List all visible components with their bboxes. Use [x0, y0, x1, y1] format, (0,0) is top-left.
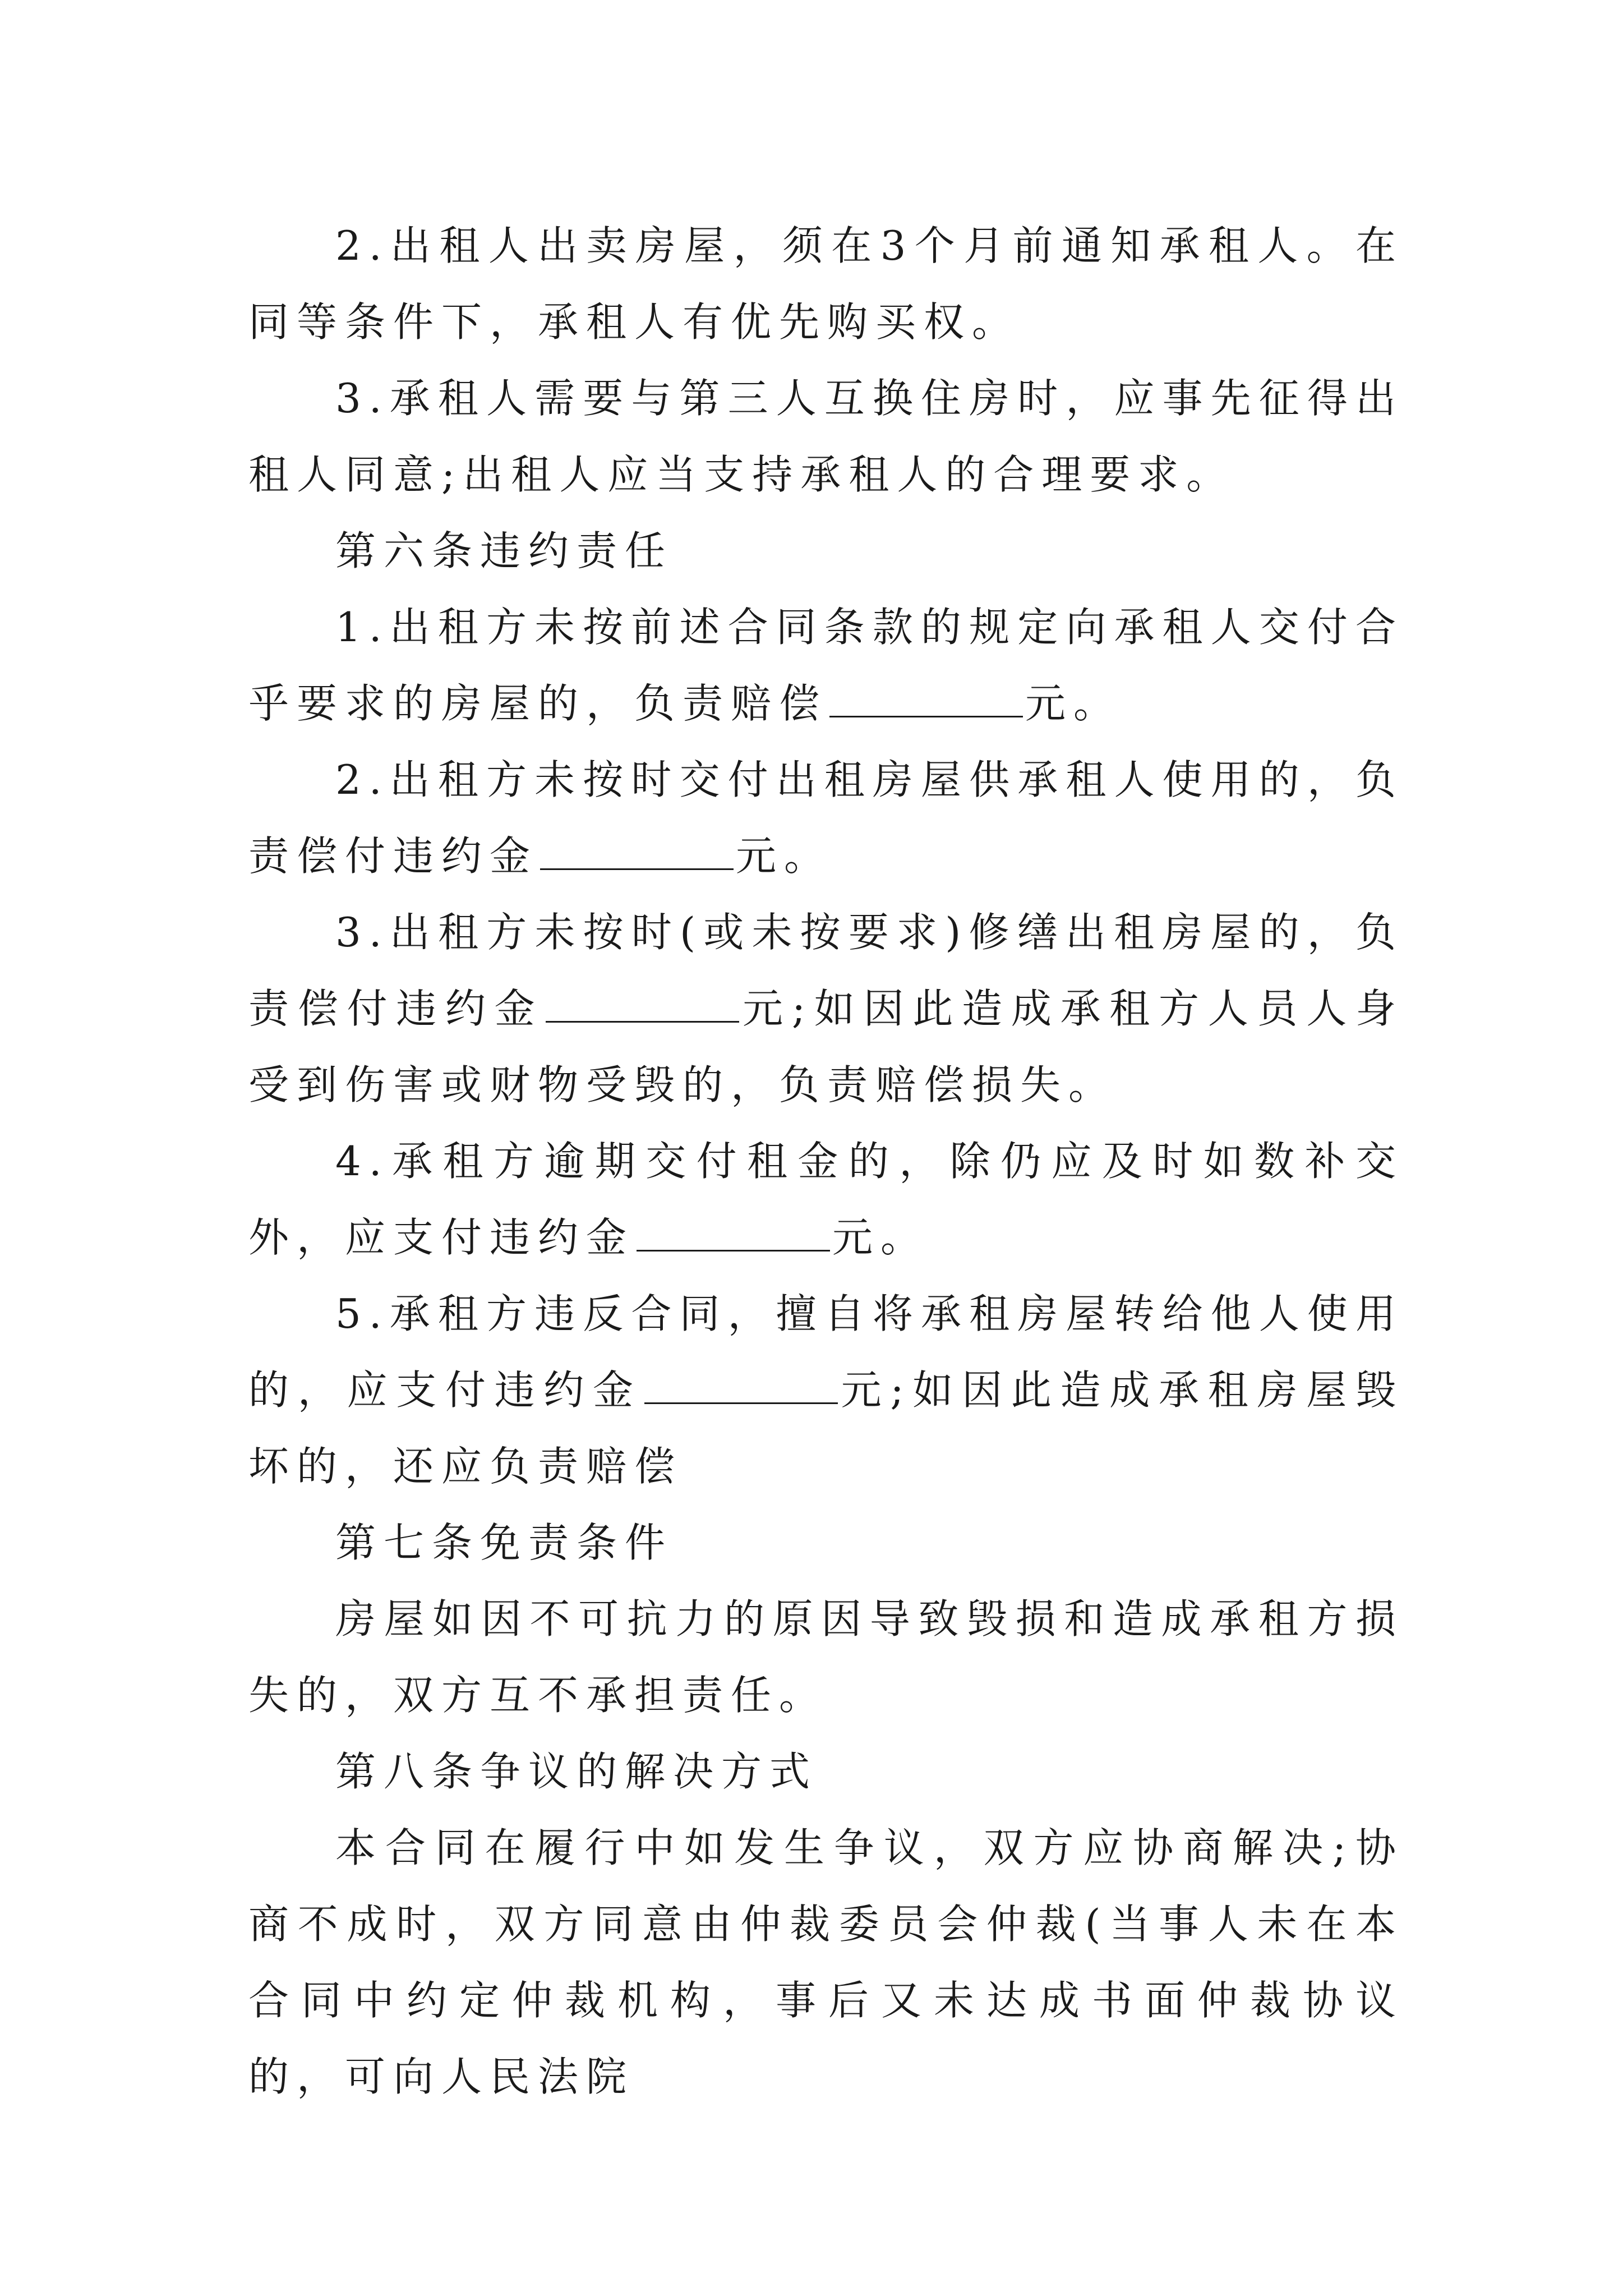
amount-blank	[546, 987, 739, 1023]
article-8-heading: 第八条争议的解决方式	[335, 1748, 818, 1795]
document-body	[248, 208, 1404, 2115]
clause-5-item-3: 3.承租人需要与第三人互换住房时，应事先征得出租人同意;出租人应当支持承租人的合理要求。	[248, 375, 1404, 498]
clause-5-item-2: 2.出租人出卖房屋，须在3个月前通知承租人。在同等条件下，承租人有优先购买权。	[248, 222, 1404, 346]
item-text-end: 元。	[1025, 680, 1122, 727]
article-6-heading: 第六条违约责任	[335, 527, 674, 574]
item-text: 3.出租方未按时(或未按要求)修缮出租房屋的，负责偿付违约金	[248, 909, 1404, 1032]
article-6-item-4	[248, 1123, 1404, 1276]
item-text: 5.承租方违反合同，擅自将承租房屋转给他人使用的，应支付违约金	[248, 1290, 1404, 1414]
item-text-end: 元。	[832, 1214, 929, 1261]
article-7-heading: 第七条免责条件	[335, 1519, 674, 1566]
amount-blank	[644, 1369, 838, 1404]
article-6-item-5	[248, 1276, 1404, 1504]
item-text: 4.承租方逾期交付租金的，除仍应及时如数补交外，应支付违约金	[248, 1138, 1404, 1261]
item-text: 1.出租方未按前述合同条款的规定向承租人交付合乎要求的房屋的，负责赔偿	[248, 604, 1404, 727]
amount-blank	[637, 1216, 830, 1251]
article-6-item-2	[248, 742, 1404, 894]
amount-blank	[829, 682, 1023, 717]
item-text: 2.出租方未按时交付出租房屋供承租人使用的，负责偿付违约金	[248, 756, 1404, 880]
article-6-item-1	[248, 589, 1404, 742]
article-8-body: 本合同在履行中如发生争议，双方应协商解决;协商不成时，双方同意由仲裁委员会仲裁(当事人未在本合同中约定仲裁机构，事后又未达成书面仲裁协议的，可向人民法院	[248, 1824, 1404, 2100]
amount-blank	[540, 835, 734, 870]
item-text-end: 元;如因此造成承租房屋毁坏的，还应负责赔偿	[248, 1366, 1404, 1490]
article-6-item-3	[248, 894, 1404, 1123]
item-text-end: 元;如因此造成承租方人员人身受到伤害或财物受毁的，负责赔偿损失。	[248, 985, 1404, 1108]
item-text-end: 元。	[736, 832, 833, 880]
article-7-body: 房屋如因不可抗力的原因导致毁损和造成承租方损失的，双方互不承担责任。	[248, 1595, 1404, 1719]
